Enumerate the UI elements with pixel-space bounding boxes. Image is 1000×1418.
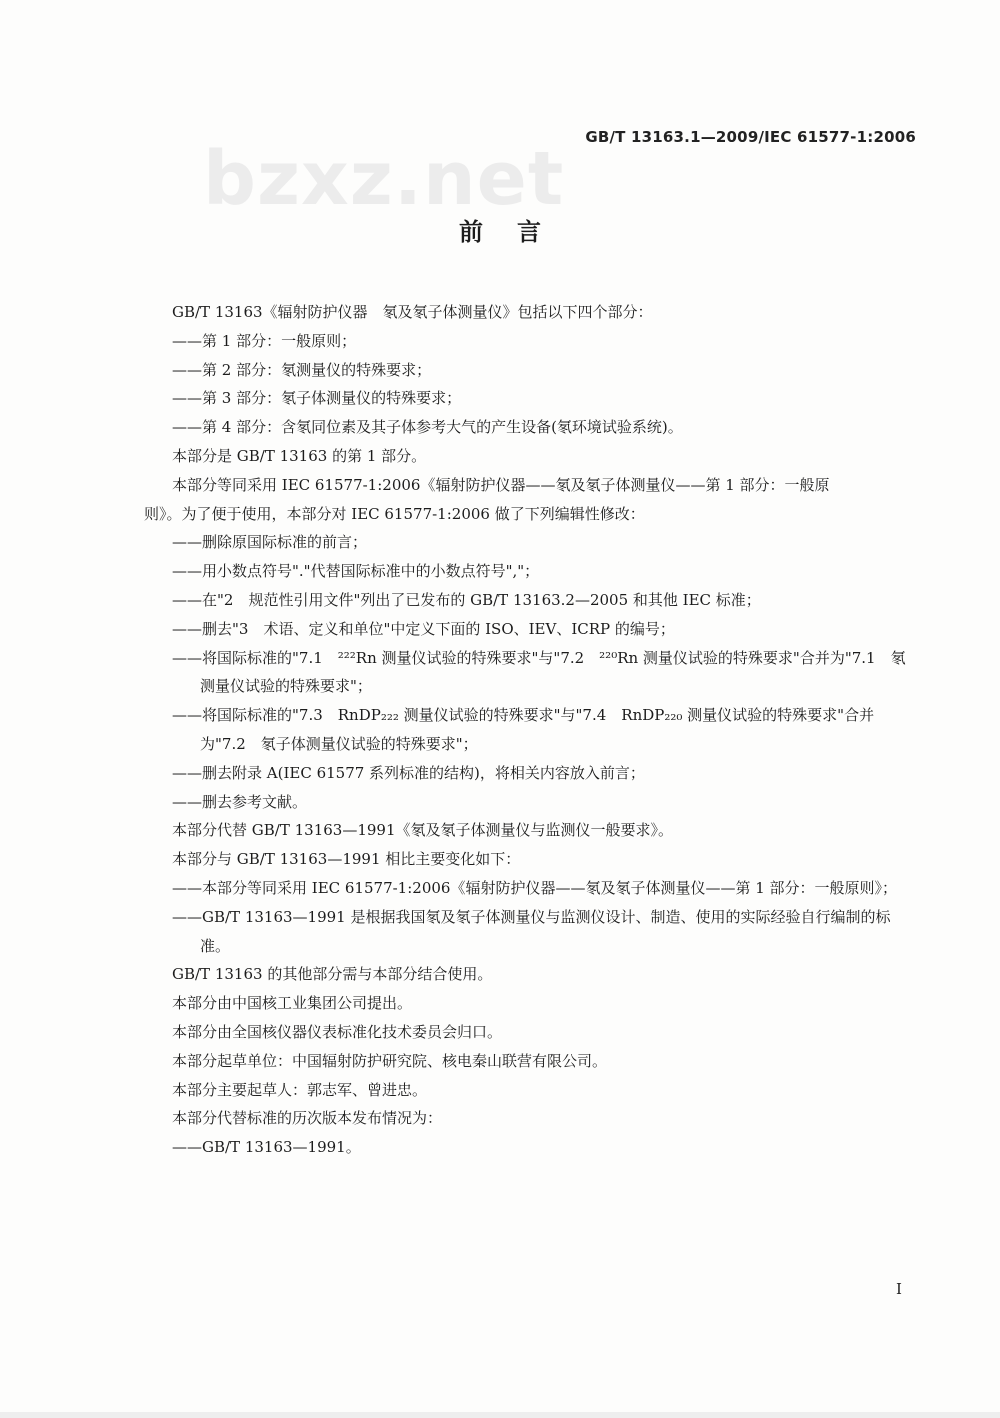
paragraph: 本部分由全国核仪器仪表标准化技术委员会归口。 [172,1022,503,1041]
list-item: ——删去参考文献。 [172,792,308,811]
list-item: ——第 3 部分：氡子体测量仪的特殊要求； [172,389,462,408]
paragraph-continuation: 则》。为了便于使用，本部分对 IEC 61577-1:2006 做了下列编辑性修改： [144,504,645,523]
list-item: ——用小数点符号"."代替国际标准中的小数点符号","； [172,562,540,581]
list-item: ——在"2 规范性引用文件"列出了已发布的 GB/T 13163.2—2005 和其他 IEC 标准； [172,590,761,609]
paragraph: 本部分起草单位：中国辐射防护研究院、核电秦山联营有限公司。 [172,1051,608,1070]
list-item: ——将国际标准的"7.3 RnDP₂₂₂ 测量仪试验的特殊要求"与"7.4 RnDP₂₂₀ 测量仪试验的特殊要求"合并为"7.2 氡子体测量仪试验的特殊要求"； [172,706,875,753]
list-item: ——删去"3 术语、定义和单位"中定义下面的 ISO、IEV、ICRP 的编号； [172,619,675,638]
standard-code: GB/T 13163.1—2009/IEC 61577-1:2006 [585,128,916,146]
list-item: ——本部分等同采用 IEC 61577-1:2006《辐射防护仪器——氡及氡子体测量仪——第 1 部分：一般原则》； [172,878,898,897]
page-number: I [896,1280,902,1298]
watermark: bzxz.net [203,136,565,222]
list-item: ——第 2 部分：氡测量仪的特殊要求； [172,360,432,379]
paragraph: 本部分主要起草人：郭志军、曾进忠。 [172,1080,428,1099]
paragraph: GB/T 13163《辐射防护仪器 氡及氡子体测量仪》包括以下四个部分： [172,303,653,321]
paragraph: 本部分代替标准的历次版本发布情况为： [172,1109,443,1128]
paragraph: 本部分是 GB/T 13163 的第 1 部分。 [172,446,427,465]
paragraph: GB/T 13163 的其他部分需与本部分结合使用。 [172,965,493,984]
page-title: 前言 [459,218,575,246]
list-item: ——删去附录 A(IEC 61577 系列标准的结构)，将相关内容放入前言； [172,763,645,782]
page-bottom-edge [0,1412,1000,1418]
foreword-body [144,298,916,1162]
paragraph: 本部分由中国核工业集团公司提出。 [172,994,413,1013]
paragraph: 本部分代替 GB/T 13163—1991《氡及氡子体测量仪与监测仪一般要求》。 [172,821,673,840]
list-item: ——GB/T 13163—1991。 [172,1138,361,1157]
list-item: ——删除原国际标准的前言； [172,533,368,552]
list-item: ——第 4 部分：含氡同位素及其子体参考大气的产生设备(氡环境试验系统)。 [172,418,683,437]
list-item: ——将国际标准的"7.1 ²²²Rn 测量仪试验的特殊要求"与"7.2 ²²⁰Rn 测量仪试验的特殊要求"合并为"7.1 氡测量仪试验的特殊要求"； [172,648,906,696]
paragraph: 本部分等同采用 IEC 61577-1:2006《辐射防护仪器——氡及氡子体测量仪——第 1 部分：一般原 [172,475,830,494]
list-item: ——第 1 部分：一般原则； [172,331,357,350]
list-item: ——GB/T 13163—1991 是根据我国氡及氡子体测量仪与监测仪设计、制造、使用的实际经验自行编制的标准。 [172,907,891,955]
paragraph: 本部分与 GB/T 13163—1991 相比主要变化如下： [172,850,521,869]
